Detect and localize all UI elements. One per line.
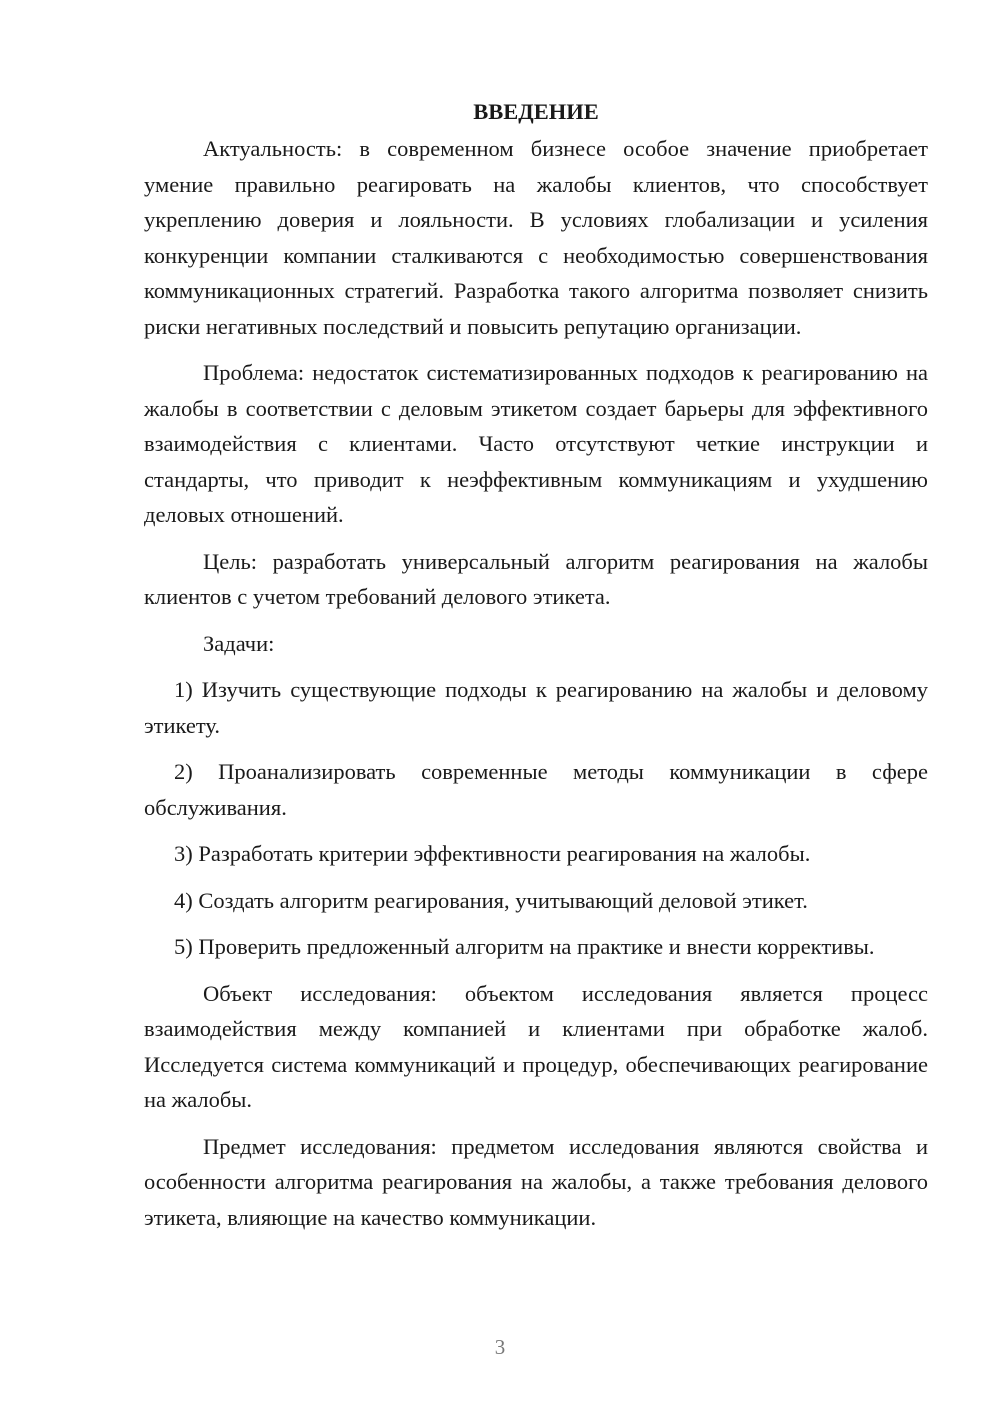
section-heading: ВВЕДЕНИЕ (473, 99, 599, 124)
task-item-3: 3) Разработать критерии эффективности реагирования на жалобы. (174, 841, 811, 866)
task-item-4: 4) Создать алгоритм реагирования, учитывающий деловой этикет. (174, 887, 808, 913)
task-item-2: 2) Проанализировать современные методы коммуникации в сфере обслуживания. (144, 759, 928, 820)
document-body (144, 94, 928, 1246)
research-object-paragraph: Объект исследования: объектом исследования является процесс взаимодействия между компанией и клиентами при обработке жалоб. Исследуется система коммуникаций и процедур, обеспечивающих реагирование на жалобы. (144, 980, 928, 1112)
task-item-1: 1) Изучить существующие подходы к реагированию на жалобы и деловому этикету. (144, 677, 928, 738)
task-item-5: 5) Проверить предложенный алгоритм на практике и внести коррективы. (174, 934, 875, 959)
research-subject-paragraph: Предмет исследования: предметом исследования являются свойства и особенности алгоритма реагирования на жалобы, а также требования делового этикета, влияющие на качество коммуникации. (144, 1133, 928, 1230)
problem-paragraph: Проблема: недостаток систематизированных подходов к реагированию на жалобы в соответствии с деловым этикетом создает барьеры для эффективного взаимодействия с клиентами. Часто отсутствуют четкие инструкции и стандарты, что приводит к неэффективным коммуникациям и ухудшению деловых отношений. (144, 360, 928, 527)
goal-paragraph: Цель: разработать универсальный алгоритм реагирования на жалобы клиентов с учетом требований делового этикета. (144, 548, 928, 609)
tasks-heading: Задачи: (203, 630, 275, 656)
relevance-paragraph: Актуальность: в современном бизнесе особое значение приобретает умение правильно реагировать на жалобы клиентов, что способствует укреплению доверия и лояльности. В условиях глобализации и усиления конкуренции компании сталкиваются с необходимостью совершенствования коммуникационных стратегий. Разработка такого алгоритма позволяет снизить риски негативных последствий и повысить репутацию организации. (144, 136, 928, 339)
page-number: 3 (494, 1335, 506, 1359)
